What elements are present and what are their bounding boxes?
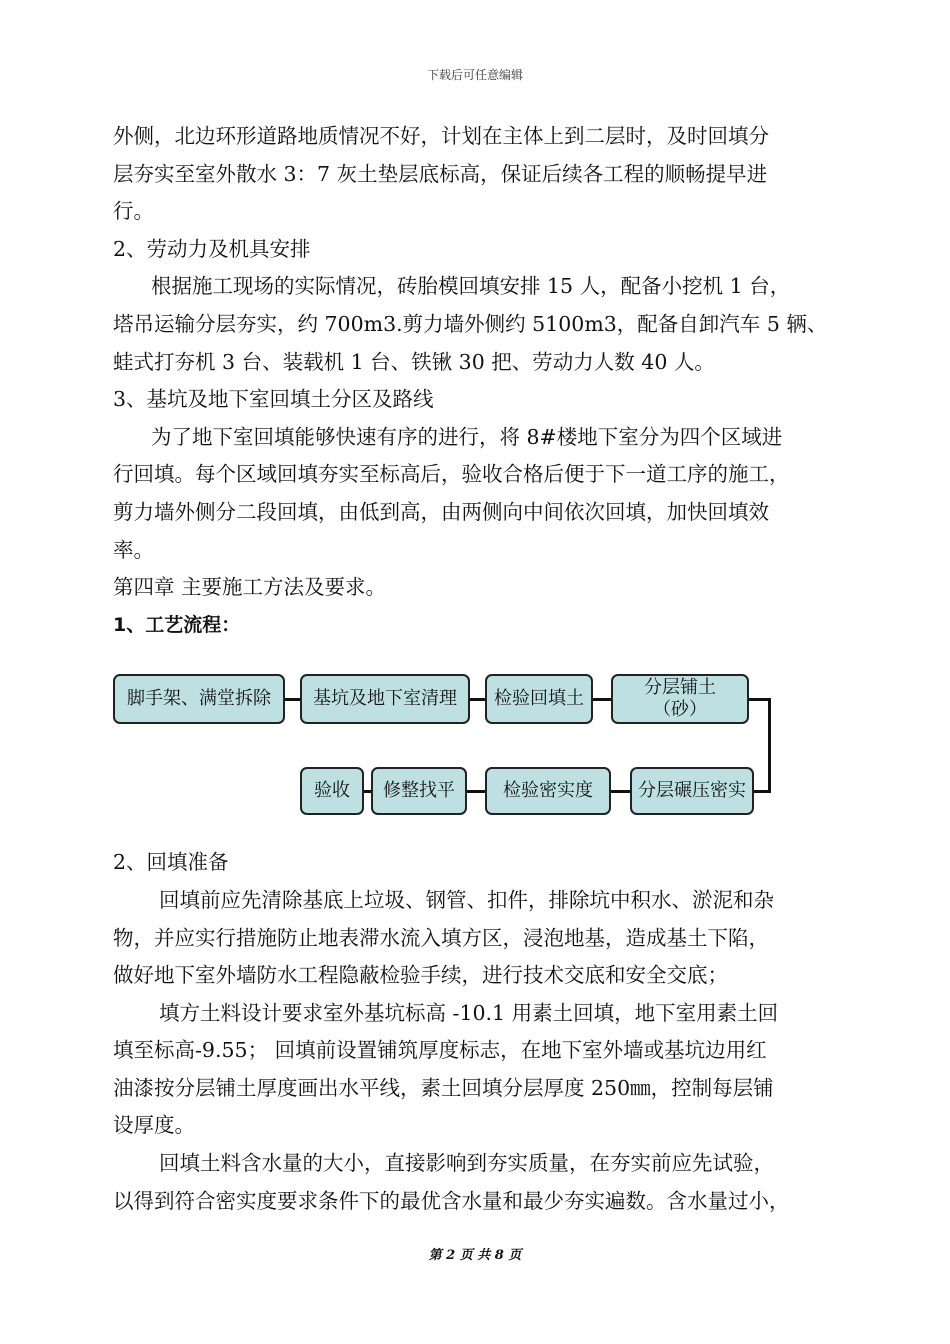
paragraph-line: 外侧，北边环形道路地质情况不好，计划在主体上到二层时，及时回填分 bbox=[113, 124, 769, 148]
paragraph-line: 层夯实至室外散水 3：7 灰土垫层底标高，保证后续各工程的顺畅提早进 bbox=[113, 161, 768, 186]
section-heading-process-flow: 1、工艺流程： bbox=[113, 613, 241, 636]
flow-step-check-compaction bbox=[485, 767, 611, 815]
paragraph-line: 率。 bbox=[113, 537, 154, 562]
paragraph-line: 根据施工现场的实际情况，砖胎模回填安排 15 人，配备小挖机 1 台， bbox=[151, 274, 791, 299]
paragraph-line: 2、劳动力及机具安排 bbox=[113, 236, 311, 261]
flow-step-scaffold-removal bbox=[113, 674, 285, 724]
paragraph-line: 剪力墙外侧分二段回填，由低到高，由两侧向中间依次回填，加快回填效 bbox=[113, 499, 769, 524]
paragraph-line: 3、基坑及地下室回填土分区及路线 bbox=[113, 387, 434, 412]
flow-connector bbox=[285, 698, 300, 701]
paragraph-line: 物，并应实行措施防止地表滞水流入填方区，浸泡地基，造成基土下陷， bbox=[113, 925, 769, 950]
flow-connector bbox=[753, 790, 771, 793]
page-footer: 第 2 页 共 8 页 bbox=[428, 1248, 522, 1263]
flow-step-label: 基坑及地下室清理 bbox=[313, 688, 457, 710]
paragraph-line: 塔吊运输分层夯实，约 700m3.剪力墙外侧约 5100m3，配备自卸汽车 5 辆、 bbox=[113, 311, 828, 336]
paragraph-line: 做好地下室外墙防水工程隐蔽检验手续，进行技术交底和安全交底； bbox=[113, 963, 728, 988]
document-body bbox=[113, 118, 843, 1220]
flow-step-label: 检验回填土 bbox=[494, 688, 584, 710]
flow-connector bbox=[593, 698, 611, 701]
flow-step-label: 分层铺土 bbox=[644, 677, 716, 699]
paragraph-line: 填至标高-9.55； 回填前设置铺筑厚度标志，在地下室外墙或基坑边用红 bbox=[113, 1038, 767, 1063]
paragraph-line: 为了地下室回填能够快速有序的进行，将 8#楼地下室分为四个区域进 bbox=[151, 424, 783, 449]
paragraph-line: 行。 bbox=[113, 199, 154, 224]
flow-step-layered-spreading bbox=[611, 674, 749, 724]
paragraph-line: 行回填。每个区域回填夯实至标高后，验收合格后便于下一道工序的施工， bbox=[113, 462, 790, 487]
flow-step-label: 分层碾压密实 bbox=[638, 780, 746, 802]
flow-connector-vertical bbox=[768, 698, 771, 792]
flow-step-inspect-fill bbox=[485, 674, 593, 724]
paragraph-line: 回填土料含水量的大小，直接影响到夯实质量，在夯实前应先试验， bbox=[159, 1151, 774, 1176]
paragraph-line: 填方土料设计要求室外基坑标高 -10.1 用素土回填，地下室用素土回 bbox=[159, 1000, 779, 1025]
flow-step-label: 检验密实度 bbox=[503, 780, 593, 802]
flow-step-label: 验收 bbox=[314, 780, 350, 802]
flow-connector bbox=[611, 790, 630, 793]
flow-connector bbox=[364, 790, 371, 793]
flow-connector bbox=[470, 698, 485, 701]
paragraphs-bottom bbox=[113, 844, 843, 1220]
flow-step-sublabel: （砂） bbox=[653, 699, 707, 721]
flow-step-label: 脚手架、满堂拆除 bbox=[127, 688, 271, 710]
paragraph-line: 第四章 主要施工方法及要求。 bbox=[113, 575, 387, 600]
page-header: 下载后可任意编辑 bbox=[426, 68, 523, 82]
paragraph-line: 油漆按分层铺土厚度画出水平线，素土回填分层厚度 250㎜，控制每层铺 bbox=[113, 1075, 774, 1100]
process-flow-diagram bbox=[113, 654, 843, 844]
flow-step-pit-cleanup bbox=[300, 674, 470, 724]
paragraph-line: 设厚度。 bbox=[113, 1113, 195, 1138]
flow-step-acceptance bbox=[300, 767, 364, 815]
paragraph-line: 蛙式打夯机 3 台、装载机 1 台、铁锹 30 把、劳动力人数 40 人。 bbox=[113, 349, 715, 374]
flow-step-trim-level bbox=[371, 767, 467, 815]
paragraph-line: 2、回填准备 bbox=[113, 850, 229, 875]
flow-step-label: 修整找平 bbox=[383, 780, 455, 802]
flow-step-layered-rolling bbox=[630, 767, 754, 815]
flow-connector bbox=[467, 790, 485, 793]
paragraph-line: 以得到符合密实度要求条件下的最优含水量和最少夯实遍数。含水量过小， bbox=[113, 1188, 790, 1213]
paragraphs-top bbox=[113, 118, 843, 607]
paragraph-line: 回填前应先清除基底上垃圾、钢管、扣件，排除坑中积水、淤泥和杂 bbox=[159, 887, 774, 912]
